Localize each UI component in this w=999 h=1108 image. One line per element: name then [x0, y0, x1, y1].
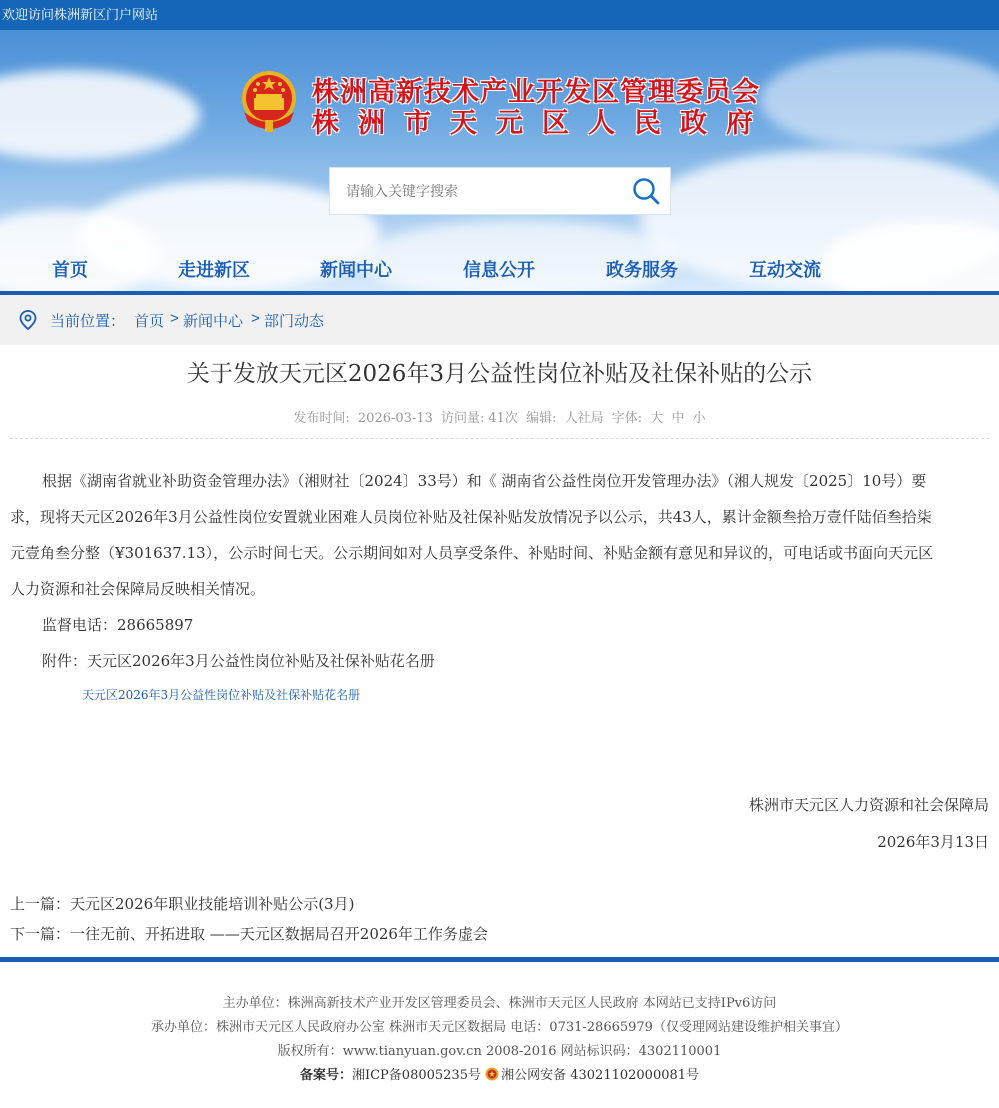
publish-date: 2026-03-13: [357, 411, 433, 426]
font-size-small[interactable]: 小: [692, 411, 706, 426]
footer-copyright: 版权所有：www.tianyuan.gov.cn 2008-2016 网站标识码：4302110001: [277, 1044, 722, 1059]
breadcrumb: [0, 295, 999, 345]
footer-organizer: 承办单位：株洲市天元区人民政府办公室 株洲市天元区数据局 电话：0731-28665979（仅受理网站建设维护相关事宜）: [151, 1020, 848, 1035]
breadcrumb-dept-news[interactable]: 部门动态: [264, 313, 325, 330]
next-label: 下一篇：: [10, 925, 71, 943]
site-title-line1: 株洲高新技术产业开发区管理委员会: [312, 77, 760, 108]
paragraph-line: 根据《湖南省就业补助资金管理办法》（湘财社〔2024〕33号）和《 湖南省公益性岗位开发管理办法》（湘人规发〔2025〕10号）要: [42, 472, 927, 490]
article-body: [10, 463, 989, 679]
editor-label: 编辑:: [526, 411, 557, 426]
paragraph-line: 求，现将天元区2026年3月公益性岗位安置就业困难人员岗位补贴及社保补贴发放情况予以公示，共43人，累计金额叁拾万壹仟陆佰叁拾柒: [10, 508, 932, 526]
paragraph-line: 元壹角叁分整（¥301637.13），公示时间七天。公示期间如对人员享受条件、补贴时间、补贴金额有意见和异议的，可电话或书面向天元区: [10, 544, 934, 562]
footer-record: [0, 1064, 999, 1088]
nav-about[interactable]: 走进新区: [178, 260, 250, 281]
article-meta: [0, 407, 999, 426]
font-size-label: 字体:: [611, 411, 643, 426]
breadcrumb-news[interactable]: 新闻中心: [183, 313, 244, 330]
footer-host: 主办单位：株洲高新技术产业开发区管理委员会、株洲市天元区人民政府 本网站已支持IPv6访问: [222, 996, 777, 1011]
search-icon[interactable]: [630, 175, 662, 207]
views-label: 访问量:: [441, 411, 485, 426]
icp-label: 备案号：: [299, 1068, 352, 1083]
supervision-phone: 监督电话：28665897: [42, 616, 194, 634]
national-emblem-icon: [238, 68, 300, 134]
breadcrumb-separator: >: [170, 310, 179, 327]
header-banner: [0, 30, 999, 293]
nav-services[interactable]: 政务服务: [606, 260, 678, 281]
breadcrumb-label: 当前位置：: [50, 313, 126, 330]
nav-info[interactable]: 信息公开: [463, 260, 535, 281]
next-article: [10, 923, 488, 944]
search-input[interactable]: [330, 168, 620, 214]
breadcrumb-separator: >: [251, 310, 260, 327]
attachment-line: 附件：天元区2026年3月公益性岗位补贴及社保补贴花名册: [42, 652, 435, 670]
nav-home[interactable]: 首页: [52, 260, 88, 281]
prev-article: [10, 893, 354, 914]
nav-interaction[interactable]: 互动交流: [749, 260, 821, 281]
location-pin-icon: [19, 310, 37, 330]
paragraph-line: 人力资源和社会保障局反映相关情况。: [10, 580, 266, 598]
police-record-link[interactable]: 湘公网安备 43021102000081号: [501, 1068, 700, 1083]
publish-label: 发布时间:: [293, 411, 350, 426]
font-size-medium[interactable]: 中: [671, 411, 685, 426]
nav-news[interactable]: 新闻中心: [320, 260, 392, 281]
article-divider: [10, 438, 989, 439]
site-title-line2: 株洲市天元区人民政府: [312, 108, 772, 139]
prev-article-link[interactable]: 天元区2026年职业技能培训补贴公示(3月): [70, 895, 355, 913]
main-nav: [0, 252, 999, 292]
police-badge-icon: [485, 1067, 499, 1081]
prev-label: 上一篇：: [10, 895, 71, 913]
attachment-link[interactable]: 天元区2026年3月公益性岗位补贴及社保补贴花名册: [82, 688, 361, 702]
views-count: 41次: [488, 411, 518, 426]
top-welcome-bar: [0, 0, 999, 30]
signature-org: 株洲市天元区人力资源和社会保障局: [748, 796, 989, 814]
welcome-text: 欢迎访问株洲新区门户网站: [2, 7, 159, 22]
editor-name: 人社局: [564, 411, 604, 426]
next-article-link[interactable]: 一往无前、开拓进取 ——天元区数据局召开2026年工作务虚会: [70, 925, 488, 943]
footer-divider: [0, 957, 999, 962]
article-title: 关于发放天元区2026年3月公益性岗位补贴及社保补贴的公示: [186, 361, 813, 387]
signature-date: 2026年3月13日: [877, 833, 989, 851]
breadcrumb-home[interactable]: 首页: [134, 313, 165, 330]
search-box: [329, 167, 671, 215]
icp-link[interactable]: 湘ICP备08005235号: [351, 1068, 481, 1083]
font-size-large[interactable]: 大: [650, 411, 664, 426]
footer: [0, 992, 999, 1088]
